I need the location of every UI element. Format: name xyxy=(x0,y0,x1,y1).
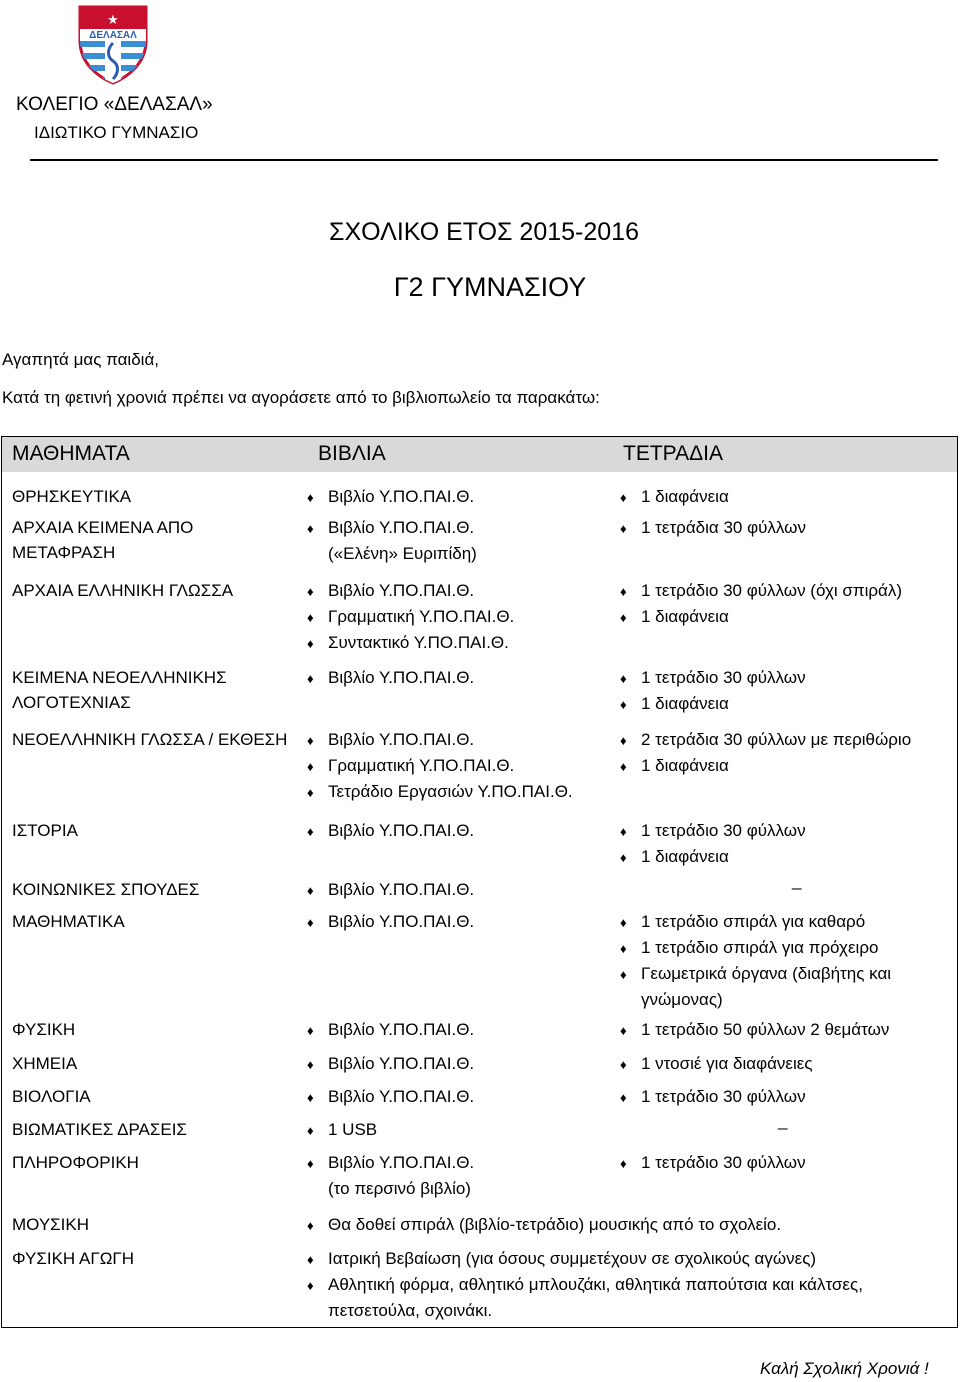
notebook-list xyxy=(620,727,911,779)
requirement-list-line: Θα δοθεί σπιράλ (βιβλίο-τετράδιο) μουσικής από το σχολείο. xyxy=(328,1215,782,1234)
notebook-list-line: Γεωμετρικά όργανα (διαβήτης και xyxy=(641,964,892,983)
book-list-line: Βιβλίο Υ.ΠΟ.ΠΑΙ.Θ. xyxy=(328,668,475,687)
subject-name-line: ΧΗΜΕΙΑ xyxy=(12,1054,78,1073)
notebook-list xyxy=(620,665,806,717)
book-list-line: Βιβλίο Υ.ΠΟ.ΠΑΙ.Θ. xyxy=(328,518,475,537)
diamond-bullet-icon: ♦ xyxy=(307,759,314,774)
notebook-list-line: 1 τετράδιο 30 φύλλων xyxy=(641,1153,806,1172)
book-list xyxy=(307,665,474,691)
diamond-bullet-icon: ♦ xyxy=(307,915,314,930)
class-title: Γ2 ΓΥΜΝΑΣΙΟΥ xyxy=(393,272,587,302)
book-list-line: Βιβλίο Υ.ΠΟ.ΠΑΙ.Θ. xyxy=(328,1054,475,1073)
book-list xyxy=(307,1117,377,1143)
header-divider xyxy=(30,159,938,161)
diamond-bullet-icon: ♦ xyxy=(620,490,627,505)
subject-name-line: ΦΥΣΙΚΗ xyxy=(12,1020,76,1039)
svg-text:★: ★ xyxy=(107,12,119,27)
subject-name-line: ΑΡΧΑΙΑ ΕΛΛΗΝΙΚΗ ΓΛΩΣΣΑ xyxy=(12,581,234,600)
book-list xyxy=(307,578,514,656)
book-list-line: Βιβλίο Υ.ΠΟ.ΠΑΙ.Θ. xyxy=(328,880,475,899)
notebook-list-line: 1 τετράδιο 30 φύλλων xyxy=(641,1087,806,1106)
requirement-list-line: πετσετούλα, σχοινάκι. xyxy=(328,1301,493,1320)
diamond-bullet-icon: ♦ xyxy=(620,1090,627,1105)
notebook-list xyxy=(620,1150,806,1176)
subject-name xyxy=(12,818,78,843)
notebook-list-line: 1 τετράδιο 50 φύλλων 2 θεμάτων xyxy=(641,1020,890,1039)
subject-name xyxy=(12,515,193,565)
subject-name-line: ΜΑΘΗΜΑΤΙΚΑ xyxy=(12,912,125,931)
notebook-list xyxy=(620,515,806,541)
book-list xyxy=(307,818,474,844)
school-subtitle: ΙΔΙΩΤΙΚΟ ΓΥΜΝΑΣΙΟ xyxy=(34,123,199,142)
book-list xyxy=(307,727,573,805)
diamond-bullet-icon: ♦ xyxy=(620,733,627,748)
notebook-list-line: 1 διαφάνεια xyxy=(641,694,729,713)
book-list xyxy=(307,1017,474,1043)
subject-name-line: ΜΕΤΑΦΡΑΣΗ xyxy=(12,543,116,562)
notebook-list xyxy=(620,909,891,1012)
notebook-list-line: 2 τετράδια 30 φύλλων με περιθώριο xyxy=(641,730,912,749)
subject-name-line: ΦΥΣΙΚΗ ΑΓΩΓΗ xyxy=(12,1249,135,1268)
book-list-line: Συντακτικό Υ.ΠΟ.ΠΑΙ.Θ. xyxy=(328,633,509,652)
subject-name xyxy=(12,484,131,509)
notebook-list-line: 1 τετράδια 30 φύλλων xyxy=(641,518,806,537)
book-list xyxy=(307,515,477,566)
diamond-bullet-icon: ♦ xyxy=(307,521,314,536)
diamond-bullet-icon: ♦ xyxy=(620,1156,627,1171)
subject-name xyxy=(12,877,199,902)
subject-name-line: ΚΕΙΜΕΝΑ ΝΕΟΕΛΛΗΝΙΚΗΣ xyxy=(12,668,227,687)
requirement-list-line: Αθλητική φόρμα, αθλητικό μπλουζάκι, αθλητικά παπούτσια και κάλτσες, xyxy=(328,1275,863,1294)
diamond-bullet-icon: ♦ xyxy=(620,915,627,930)
subject-name-line: ΑΡΧΑΙΑ ΚΕΙΜΕΝΑ ΑΠΟ xyxy=(12,518,194,537)
diamond-bullet-icon: ♦ xyxy=(620,521,627,536)
book-list-line: (το περσινό βιβλίο) xyxy=(328,1179,471,1198)
diamond-bullet-icon: ♦ xyxy=(307,1156,314,1171)
book-list xyxy=(307,877,474,903)
book-list-line: Βιβλίο Υ.ΠΟ.ΠΑΙ.Θ. xyxy=(328,730,475,749)
notebook-list-line: 1 τετράδιο 30 φύλλων (όχι σπιράλ) xyxy=(641,581,903,600)
diamond-bullet-icon: ♦ xyxy=(307,636,314,651)
subject-name-line: ΚΟΙΝΩΝΙΚΕΣ ΣΠΟΥΔΕΣ xyxy=(12,880,200,899)
school-logo xyxy=(76,3,150,85)
book-list-line: Βιβλίο Υ.ΠΟ.ΠΑΙ.Θ. xyxy=(328,821,475,840)
notebook-list-line: 1 διαφάνεια xyxy=(641,487,729,506)
notebook-list xyxy=(620,818,806,870)
book-list-line: Βιβλίο Υ.ΠΟ.ΠΑΙ.Θ. xyxy=(328,1020,475,1039)
diamond-bullet-icon: ♦ xyxy=(620,759,627,774)
intro-text: Κατά τη φετινή χρονιά πρέπει να αγοράσετε από το βιβλιοπωλείο τα παρακάτω: xyxy=(2,388,600,407)
subject-name xyxy=(12,1051,77,1076)
subject-name xyxy=(12,727,287,752)
no-notebook-dash: _ xyxy=(778,1111,788,1130)
notebook-list xyxy=(620,1084,806,1110)
subject-name-line: ΒΙΩΜΑΤΙΚΕΣ ΔΡΑΣΕΙΣ xyxy=(12,1120,187,1139)
notebook-list-line: γνώμονας) xyxy=(641,990,723,1009)
diamond-bullet-icon: ♦ xyxy=(620,1023,627,1038)
book-list xyxy=(307,1084,474,1110)
book-list xyxy=(307,1150,474,1201)
subject-name-line: ΒΙΟΛΟΓΙΑ xyxy=(12,1087,91,1106)
subject-name-line: ΠΛΗΡΟΦΟΡΙΚΗ xyxy=(12,1153,139,1172)
book-list-line: («Ελένη» Ευριπίδη) xyxy=(328,544,477,563)
diamond-bullet-icon: ♦ xyxy=(620,584,627,599)
subject-name-line: ΛΟΓΟΤΕΧΝΙΑΣ xyxy=(12,693,131,712)
header-notebooks: ΤΕΤΡΑΔΙΑ xyxy=(623,442,723,465)
notebook-list xyxy=(620,1051,813,1077)
book-list xyxy=(307,909,474,935)
diamond-bullet-icon: ♦ xyxy=(307,883,314,898)
diamond-bullet-icon: ♦ xyxy=(620,824,627,839)
notebook-list-line: 1 τετράδιο σπιράλ για καθαρό xyxy=(641,912,866,931)
diamond-bullet-icon: ♦ xyxy=(307,490,314,505)
diamond-bullet-icon: ♦ xyxy=(307,1278,314,1293)
school-name: ΚΟΛΕΓΙΟ «ΔΕΛΑΣΑΛ» xyxy=(16,94,213,115)
diamond-bullet-icon: ♦ xyxy=(307,1023,314,1038)
diamond-bullet-icon: ♦ xyxy=(307,785,314,800)
no-notebook-dash: _ xyxy=(792,871,802,890)
diamond-bullet-icon: ♦ xyxy=(620,697,627,712)
subject-name-line: ΝΕΟΕΛΛΗΝΙΚΗ ΓΛΩΣΣΑ / ΕΚΘΕΣΗ xyxy=(12,730,288,749)
notebook-list-line: 1 διαφάνεια xyxy=(641,607,729,626)
notebook-list xyxy=(620,484,729,510)
diamond-bullet-icon: ♦ xyxy=(307,1123,314,1138)
book-list xyxy=(307,484,474,510)
subject-name xyxy=(12,1246,134,1271)
diamond-bullet-icon: ♦ xyxy=(620,671,627,686)
subject-name xyxy=(12,909,125,934)
subject-name-line: ΘΡΗΣΚΕΥΤΙΚΑ xyxy=(12,487,132,506)
notebook-list-line: 1 τετράδιο 30 φύλλων xyxy=(641,668,806,687)
table-header xyxy=(2,437,957,472)
subject-name xyxy=(12,1117,187,1142)
book-list-line: Βιβλίο Υ.ΠΟ.ΠΑΙ.Θ. xyxy=(328,581,475,600)
diamond-bullet-icon: ♦ xyxy=(307,1252,314,1267)
closing-wish: Καλή Σχολική Χρονιά ! xyxy=(760,1359,929,1378)
subject-name xyxy=(12,665,227,715)
greeting: Αγαπητά μας παιδιά, xyxy=(2,350,159,369)
supplies-table xyxy=(1,436,958,1328)
diamond-bullet-icon: ♦ xyxy=(620,850,627,865)
notebook-list xyxy=(620,1017,889,1043)
diamond-bullet-icon: ♦ xyxy=(307,1090,314,1105)
school-year-title: ΣΧΟΛΙΚΟ ΕΤΟΣ 2015-2016 xyxy=(329,218,639,246)
book-list xyxy=(307,1051,474,1077)
diamond-bullet-icon: ♦ xyxy=(620,967,627,982)
logo-text: ΔΕΛΑΣΑΛ xyxy=(89,30,137,41)
book-list-line: Τετράδιο Εργασιών Υ.ΠΟ.ΠΑΙ.Θ. xyxy=(328,782,573,801)
subject-name xyxy=(12,1017,75,1042)
notebook-list-line: 1 τετράδιο σπιράλ για πρόχειρο xyxy=(641,938,879,957)
diamond-bullet-icon: ♦ xyxy=(620,941,627,956)
subject-name-line: ΙΣΤΟΡΙΑ xyxy=(12,821,78,840)
book-list-line: Βιβλίο Υ.ΠΟ.ΠΑΙ.Θ. xyxy=(328,487,475,506)
diamond-bullet-icon: ♦ xyxy=(307,1057,314,1072)
book-list-line: 1 USB xyxy=(328,1120,378,1139)
book-list-line: Βιβλίο Υ.ΠΟ.ΠΑΙ.Θ. xyxy=(328,1087,475,1106)
diamond-bullet-icon: ♦ xyxy=(307,584,314,599)
subject-name xyxy=(12,1212,89,1237)
subject-name-line: ΜΟΥΣΙΚΗ xyxy=(12,1215,90,1234)
notebook-list-line: 1 διαφάνεια xyxy=(641,756,729,775)
diamond-bullet-icon: ♦ xyxy=(620,610,627,625)
notebook-list-line: 1 τετράδιο 30 φύλλων xyxy=(641,821,806,840)
subject-name xyxy=(12,578,233,603)
requirement-list-line: Ιατρική Βεβαίωση (για όσους συμμετέχουν σε σχολικούς αγώνες) xyxy=(328,1249,817,1268)
book-list-line: Βιβλίο Υ.ΠΟ.ΠΑΙ.Θ. xyxy=(328,912,475,931)
diamond-bullet-icon: ♦ xyxy=(307,733,314,748)
subject-name xyxy=(12,1084,91,1109)
header-books: ΒΙΒΛΙΑ xyxy=(318,442,386,465)
notebook-list xyxy=(620,578,902,630)
diamond-bullet-icon: ♦ xyxy=(307,671,314,686)
diamond-bullet-icon: ♦ xyxy=(620,1057,627,1072)
requirement-list xyxy=(307,1246,863,1323)
notebook-list-line: 1 διαφάνεια xyxy=(641,847,729,866)
diamond-bullet-icon: ♦ xyxy=(307,1218,314,1233)
requirement-list xyxy=(307,1212,781,1238)
book-list-line: Βιβλίο Υ.ΠΟ.ΠΑΙ.Θ. xyxy=(328,1153,475,1172)
subject-name xyxy=(12,1150,139,1175)
book-list-line: Γραμματική Υ.ΠΟ.ΠΑΙ.Θ. xyxy=(328,756,515,775)
notebook-list-line: 1 ντοσιέ για διαφάνειες xyxy=(641,1054,813,1073)
book-list-line: Γραμματική Υ.ΠΟ.ΠΑΙ.Θ. xyxy=(328,607,515,626)
diamond-bullet-icon: ♦ xyxy=(307,610,314,625)
header-subjects: ΜΑΘΗΜΑΤΑ xyxy=(12,442,130,465)
diamond-bullet-icon: ♦ xyxy=(307,824,314,839)
